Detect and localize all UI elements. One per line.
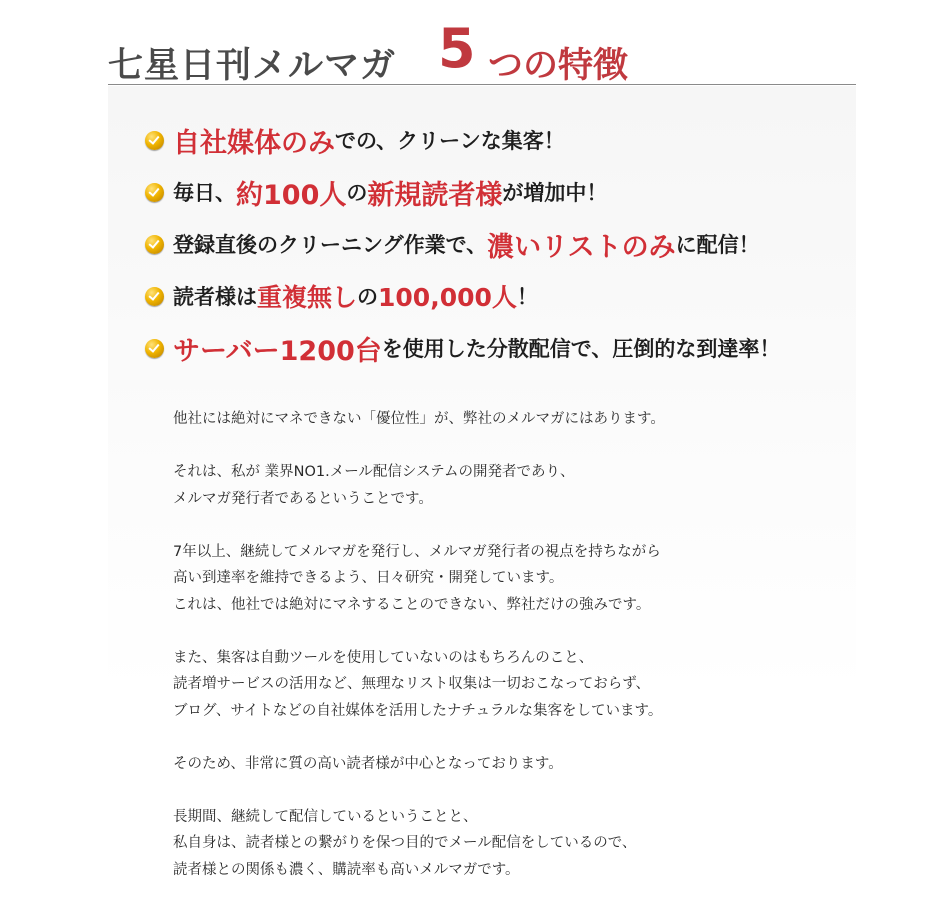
feature-item-1	[145, 120, 565, 160]
body-line: ブログ、サイトなどの自社媒体を活用したナチュラルな集客をしています。	[173, 702, 663, 719]
body-line: 私自身は、読者様との繋がりを保つ目的でメール配信をしているので、	[173, 835, 637, 851]
body-line: そのため、非常に質の高い読者様が中心となっております。	[173, 755, 563, 772]
page-header	[108, 17, 856, 86]
body-paragraph	[173, 459, 833, 512]
body-line: 読者増サービスの活用など、無理なリスト収集は一切おこなっておらず、	[173, 676, 651, 692]
body-paragraph	[173, 751, 833, 778]
feature-text: の	[357, 285, 379, 309]
feature-text: の	[346, 181, 368, 205]
check-bullet-icon	[145, 287, 164, 306]
body-paragraph	[173, 804, 833, 884]
check-bullet-icon	[145, 183, 164, 202]
body-line: 高い到達率を維持できるよう、日々研究・開発しています。	[173, 570, 564, 586]
feature-highlight: 自社媒体のみ	[173, 127, 335, 159]
body-line: これは、他社では絶対にマネすることのできない、弊社だけの強みです。	[173, 596, 651, 613]
feature-text: に配信！	[675, 233, 760, 257]
body-line: 長期間、継続して配信しているということと、	[173, 808, 478, 825]
feature-text: 登録直後のクリーニング作業で、	[173, 233, 488, 257]
feature-highlight: サーバー1200台	[173, 335, 382, 367]
check-bullet-icon	[145, 235, 164, 254]
check-bullet-icon	[145, 131, 164, 150]
body-paragraph	[173, 406, 833, 433]
feature-text: ！	[516, 285, 538, 309]
feature-text: 読者様は	[173, 285, 257, 309]
feature-highlight: 新規読者様	[367, 179, 503, 211]
body-line: それは、私が 業界NO1.メール配信システムの開発者であり、	[173, 464, 575, 480]
title-number: 5	[438, 17, 476, 80]
feature-highlight: 重複無し	[257, 283, 358, 312]
body-line: メルマガ発行者であるということです。	[173, 490, 433, 507]
body-paragraph	[173, 645, 833, 725]
check-bullet-icon	[145, 339, 164, 358]
feature-item-4	[145, 276, 538, 316]
title-suffix: つの特徴	[488, 46, 629, 86]
body-paragraph	[173, 539, 833, 619]
feature-text: での、クリーンな集客！	[335, 129, 565, 153]
feature-highlight: 100,000人	[378, 283, 517, 312]
feature-item-2	[145, 172, 607, 212]
feature-text: 毎日、	[173, 181, 236, 205]
body-line: 7年以上、継続してメルマガを発行し、メルマガ発行者の視点を持ちながら	[173, 543, 661, 560]
feature-text: が増加中！	[502, 181, 608, 205]
body-line: 他社には絶対にマネできない「優位性」が、弊社のメルマガにはあります。	[173, 411, 665, 427]
body-line: 読者様との関係も濃く、購読率も高いメルマガです。	[173, 861, 520, 878]
feature-highlight: 約100人	[236, 179, 347, 211]
feature-highlight: 濃いリストのみ	[487, 231, 676, 263]
feature-item-3	[145, 224, 760, 264]
feature-item-5	[145, 328, 780, 368]
body-line: また、集客は自動ツールを使用していないのはもちろんのこと、	[173, 649, 594, 666]
title-main: 七星日刊メルマガ	[108, 46, 397, 86]
body-text	[173, 406, 833, 910]
feature-text: を使用した分散配信で、圧倒的な到達率！	[381, 337, 781, 361]
